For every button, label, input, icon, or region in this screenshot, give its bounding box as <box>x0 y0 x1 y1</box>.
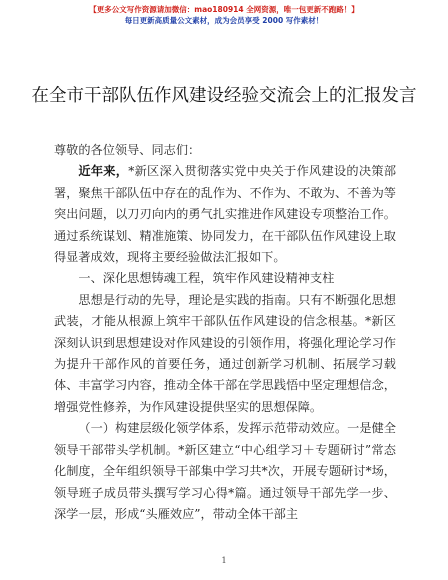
subsection-paragraph: （一）构建层级化领学体系，发挥示范带动效应。一是健全领导干部带头学机制。*新区建立“中心组学习＋专题研讨”常态化制度，全年组织领导干部集中学习共*次，开展专题研讨*场，领导班子成员带头撰写学习心得*篇。通过领导干部先学一步、深学一层，形成“头雁效应”，带动全体干部主 <box>54 421 396 521</box>
promo-banner-line-2: 每日更新高质量公文素材，成为会员享受 2000 写作素材！ <box>124 16 324 25</box>
section-heading: 一、深化思想铸魂工程，筑牢作风建设精神支柱 <box>78 271 335 286</box>
promo-banner-line-1: 【更多公文写作资源请加微信：mao180914 全网资源，唯一包更新不跑路！】 <box>89 5 359 14</box>
document-body <box>54 140 396 525</box>
document-title: 在全市干部队伍作风建设经验交流会上的汇报发言 <box>31 86 417 106</box>
intro-lead: 近年来， <box>78 164 129 179</box>
page-number: 1 <box>221 556 227 565</box>
intro-text: *新区深入贯彻落实党中央关于作风建设的决策部署，聚焦干部队伍中存在的乱作为、不作为、不敢为、不善为等突出问题，以刀刃向内的勇气扎实推进作风建设专项整治工作。通过系统谋划、精准施策、协同发力，在干部队伍作风建设上取得显著成效，现将主要经验做法汇报如下。 <box>54 164 397 265</box>
greeting: 尊敬的各位领导、同志们： <box>54 143 201 157</box>
body-paragraph: 思想是行动的先导，理论是实践的指南。只有不断强化思想武装，才能从根源上筑牢干部队伍作风建设的信念根基。*新区深刻认识到思想建设对作风建设的引领作用，将强化理论学习作为提升干部作风的首要任务，通过创新学习机制、拓展学习载体、丰富学习内容，推动全体干部在学思践悟中坚定理想信念，增强党性修养，为作风建设提供坚实的思想保障。 <box>54 292 396 414</box>
intro-paragraph <box>54 161 396 268</box>
promo-banner <box>0 4 448 26</box>
